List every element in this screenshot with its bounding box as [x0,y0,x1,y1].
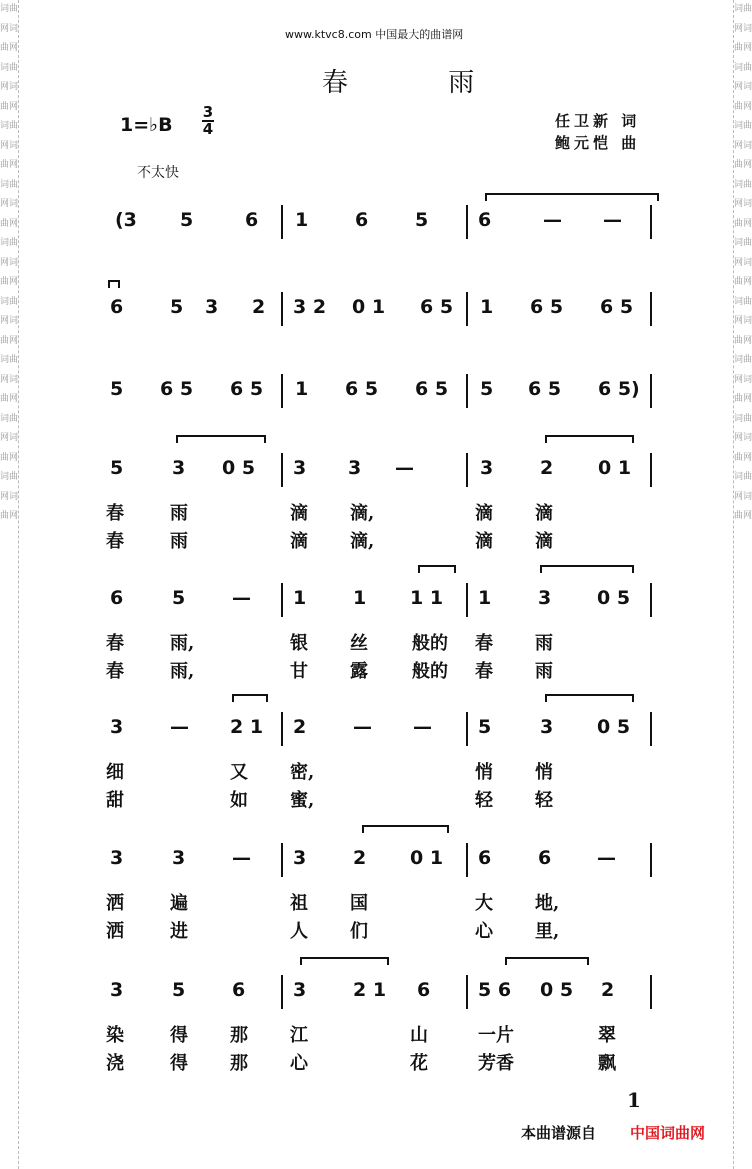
lyric-syllable: 悄 [535,762,553,783]
note: 0 1 [352,296,386,318]
lyric-syllable: 密, [290,762,315,783]
note: 3 [480,457,494,479]
note: 0 5 [597,716,631,738]
lyric-syllable: 悄 [475,762,493,783]
lyric-line-1 [0,629,752,655]
lyric-syllable: 轻 [475,790,493,811]
note: 6 5 [420,296,454,318]
lyric-syllable: 雨 [170,503,188,524]
slur-arc [300,957,389,965]
bar-line [650,712,652,746]
note: 6 [232,979,246,1001]
note: — [232,587,251,609]
lyric-line-2 [0,527,752,553]
site-header: www.ktvc8.com 中国最大的曲谱网 [285,28,464,41]
bar-line [466,453,468,487]
lyric-syllable: 滴 [475,531,493,552]
bar-line [281,374,283,408]
lyric-syllable: 甜 [106,790,124,811]
bar-line [650,292,652,326]
lyric-syllable: 人 [290,921,308,942]
note: 6 5 [600,296,634,318]
bar-line [650,975,652,1009]
note: 6 5 [160,378,194,400]
composer-credit: 鲍元恺 曲 [555,134,641,152]
note-line [0,843,752,873]
note: 2 [353,847,367,869]
lyric-syllable: 露 [350,661,368,682]
note: 1 1 [410,587,444,609]
note: — [170,716,189,738]
lyric-syllable: 一片 [478,1025,514,1046]
lyric-line-1 [0,758,752,784]
note: 2 [540,457,554,479]
note: 0 5 [540,979,574,1001]
slur-arc [232,694,268,702]
lyric-syllable: 里, [535,921,560,942]
slur-arc [545,694,634,702]
note: — [597,847,616,869]
note: — [413,716,432,738]
note: 2 [252,296,266,318]
note: 2 1 [353,979,387,1001]
lyric-syllable: 飘 [598,1053,616,1074]
lyric-syllable: 雨 [535,661,553,682]
lyric-syllable: 丝 [350,633,368,654]
bar-line [650,583,652,617]
lyric-syllable: 滴 [535,503,553,524]
lyric-syllable: 心 [290,1053,308,1074]
lyric-syllable: 芳香 [478,1053,514,1074]
lyric-line-2 [0,1049,752,1075]
note: 6 5 [230,378,264,400]
note: 6 [478,209,492,231]
note: 3 [110,847,124,869]
note: 6 [417,979,431,1001]
lyric-syllable: 春 [106,633,124,654]
bar-line [466,205,468,239]
lyric-syllable: 雨 [535,633,553,654]
lyric-syllable: 春 [475,633,493,654]
note: 1 [480,296,494,318]
note: 5 [180,209,194,231]
note: 3 [110,716,124,738]
note: 3 2 [293,296,327,318]
note: — [543,209,562,231]
watermark-strip-right: 词曲网词曲网词曲网词曲网词曲网词曲网词曲网词曲网词曲网词曲网词曲网词曲网词曲网词曲网词曲网词曲网词曲网词曲网 [733,0,752,1169]
bar-line [466,975,468,1009]
lyric-syllable: 花 [410,1053,428,1074]
lyric-syllable: 们 [350,921,368,942]
bar-line [466,292,468,326]
lyric-syllable: 祖 [290,893,308,914]
lyric-syllable: 山 [410,1025,428,1046]
lyric-syllable: 洒 [106,893,124,914]
slur-arc [540,565,634,573]
note: 3 [205,296,219,318]
lyric-syllable: 染 [106,1025,124,1046]
bar-line [281,292,283,326]
note-line [0,975,752,1005]
lyric-syllable: 又 [230,762,248,783]
note: — [603,209,622,231]
note: 6 5) [598,378,640,400]
watermark-strip-left: 词曲网词曲网词曲网词曲网词曲网词曲网词曲网词曲网词曲网词曲网词曲网词曲网词曲网词曲网词曲网词曲网词曲网词曲网 [0,0,19,1169]
slur-arc [505,957,589,965]
lyric-syllable: 滴, [350,503,375,524]
note: 3 [293,979,307,1001]
note: 3 [172,847,186,869]
lyric-syllable: 甘 [290,661,308,682]
note: 5 [110,378,124,400]
lyric-syllable: 雨, [170,661,195,682]
lyric-syllable: 春 [106,661,124,682]
note: 5 [480,378,494,400]
lyric-line-1 [0,889,752,915]
bar-line [466,374,468,408]
note: 5 [170,296,184,318]
lyric-line-2 [0,657,752,683]
slur-arc [485,193,659,201]
tempo-marking: 不太快 [137,165,179,181]
note: 0 1 [598,457,632,479]
time-denominator: 4 [202,120,214,138]
bar-line [281,583,283,617]
bar-line [466,712,468,746]
time-numerator: 3 [202,103,214,121]
lyric-line-1 [0,1021,752,1047]
source-site-link[interactable]: 中国词曲网 [630,1124,706,1142]
source-label: 本曲谱源自 [521,1124,597,1142]
lyric-syllable: 如 [230,790,248,811]
note-line [0,292,752,322]
note: 3 [293,847,307,869]
lyric-syllable: 滴 [475,503,493,524]
note: 5 [478,716,492,738]
note: 5 [110,457,124,479]
note: — [353,716,372,738]
lyric-syllable: 银 [290,633,308,654]
note: 1 [295,209,309,231]
lyric-syllable: 国 [350,893,368,914]
lyric-syllable: 雨, [170,633,195,654]
lyric-syllable: 心 [475,921,493,942]
lyric-syllable: 滴 [535,531,553,552]
lyric-line-1 [0,499,752,525]
lyric-syllable: 遍 [170,893,188,914]
note: 5 6 [478,979,512,1001]
lyric-syllable: 般的 [412,633,448,654]
note: (3 [115,209,137,231]
slur-arc [176,435,266,443]
note: 6 [478,847,492,869]
note-line [0,583,752,613]
bar-line [281,712,283,746]
note: 6 [245,209,259,231]
note: 3 [538,587,552,609]
note: 1 [478,587,492,609]
note: 0 5 [222,457,256,479]
bar-line [650,843,652,877]
note: 6 5 [530,296,564,318]
note: — [232,847,251,869]
note: 5 [415,209,429,231]
note: 2 [293,716,307,738]
note: 6 5 [528,378,562,400]
bar-line [650,453,652,487]
note: 6 [110,587,124,609]
key-signature: 1=♭B [120,114,173,136]
slur-arc [108,280,120,288]
slur-arc [362,825,449,833]
note: 1 [293,587,307,609]
note: 6 [538,847,552,869]
note: 6 [110,296,124,318]
note: — [395,457,414,479]
lyric-syllable: 进 [170,921,188,942]
note: 3 [110,979,124,1001]
note: 6 5 [345,378,379,400]
note: 5 [172,587,186,609]
page-number: 1 [627,1088,641,1112]
lyric-syllable: 春 [106,531,124,552]
note: 1 [353,587,367,609]
bar-line [466,583,468,617]
lyric-syllable: 大 [475,893,493,914]
lyric-syllable: 得 [170,1025,188,1046]
note: 3 [540,716,554,738]
bar-line [650,205,652,239]
lyric-syllable: 滴, [350,531,375,552]
bar-line [281,205,283,239]
lyric-syllable: 春 [106,503,124,524]
time-signature [202,105,214,137]
note: 0 5 [597,587,631,609]
note: 3 [293,457,307,479]
note: 6 [355,209,369,231]
lyric-syllable: 洒 [106,921,124,942]
lyric-syllable: 得 [170,1053,188,1074]
note-line [0,712,752,742]
slur-arc [418,565,456,573]
song-title: 春 雨 [322,68,521,98]
note-line [0,453,752,483]
note: 0 1 [410,847,444,869]
lyric-syllable: 滴 [290,531,308,552]
lyric-syllable: 地, [535,893,560,914]
bar-line [281,843,283,877]
bar-line [650,374,652,408]
lyric-syllable: 般的 [412,661,448,682]
lyric-syllable: 滴 [290,503,308,524]
bar-line [281,975,283,1009]
lyric-syllable: 翠 [598,1025,616,1046]
lyric-line-2 [0,786,752,812]
note-line [0,205,752,235]
note: 1 [295,378,309,400]
lyric-syllable: 雨 [170,531,188,552]
lyric-syllable: 浇 [106,1053,124,1074]
lyric-syllable: 江 [290,1025,308,1046]
note: 5 [172,979,186,1001]
slur-arc [545,435,634,443]
lyric-line-2 [0,917,752,943]
bar-line [466,843,468,877]
lyric-syllable: 轻 [535,790,553,811]
note: 3 [348,457,362,479]
lyric-syllable: 蜜, [290,790,315,811]
lyric-syllable: 春 [475,661,493,682]
lyric-syllable: 那 [230,1053,248,1074]
note: 2 1 [230,716,264,738]
lyric-syllable: 细 [106,762,124,783]
note-line [0,374,752,404]
bar-line [281,453,283,487]
lyricist-credit: 任卫新 词 [555,112,641,130]
note: 2 [601,979,615,1001]
lyric-syllable: 那 [230,1025,248,1046]
note: 6 5 [415,378,449,400]
note: 3 [172,457,186,479]
